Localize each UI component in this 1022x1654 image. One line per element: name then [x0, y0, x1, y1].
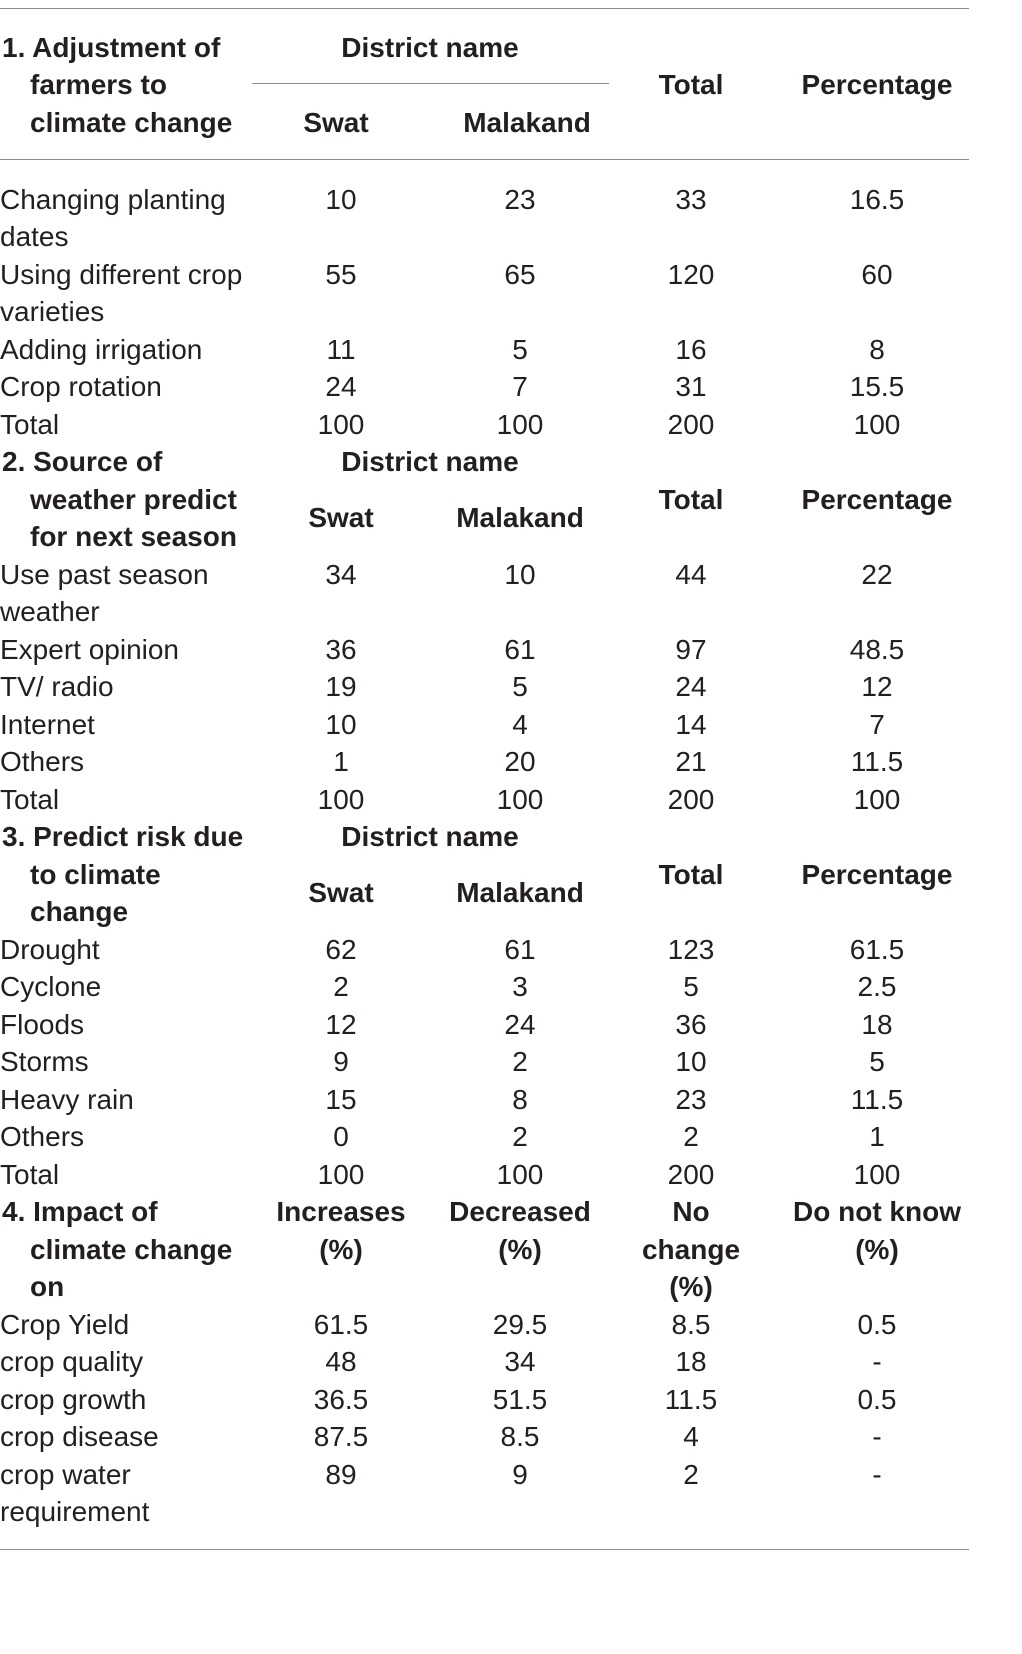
row-label: Heavy rain	[0, 1084, 134, 1115]
cell-percentage: 11.5	[850, 1084, 904, 1115]
row-label: Use past season	[0, 559, 209, 590]
cell-percentage: 100	[853, 409, 901, 440]
cell-total: 120	[667, 259, 715, 290]
cell-do-not-know: -	[872, 1346, 882, 1377]
district-underline	[252, 83, 609, 84]
cell-percentage: 5	[869, 1046, 885, 1077]
section-2-title-line: weather predict	[30, 484, 237, 515]
cell-total: 21	[675, 746, 707, 777]
cell-malakand: 20	[504, 746, 536, 777]
total-header: Total	[658, 859, 724, 890]
swat-header: Swat	[308, 877, 374, 908]
row-label: Total	[0, 1159, 60, 1190]
cell-malakand: 8	[512, 1084, 528, 1115]
cell-swat: 1	[333, 746, 349, 777]
cell-swat: 34	[325, 559, 357, 590]
increases-header: (%)	[319, 1234, 363, 1265]
row-label: varieties	[0, 296, 105, 327]
decreased-header: Decreased	[449, 1196, 591, 1227]
cell-total: 200	[667, 784, 715, 815]
cell-do-not-know: -	[872, 1459, 882, 1490]
cell-total: 36	[675, 1009, 707, 1040]
swat-header: Swat	[303, 107, 369, 138]
cell-swat: 55	[325, 259, 357, 290]
malakand-header: Malakand	[456, 877, 584, 908]
percentage-header: Percentage	[801, 484, 953, 515]
cell-swat: 100	[317, 784, 365, 815]
cell-malakand: 5	[512, 671, 528, 702]
cell-percentage: 15.5	[849, 371, 905, 402]
cell-total: 14	[675, 709, 707, 740]
row-label: Others	[0, 1121, 85, 1152]
cell-swat: 15	[325, 1084, 357, 1115]
cell-swat: 11	[326, 334, 356, 365]
total-header: Total	[658, 484, 724, 515]
cell-malakand: 5	[512, 334, 528, 365]
cell-malakand: 2	[512, 1121, 528, 1152]
row-label: crop water	[0, 1459, 131, 1490]
cell-decreased: 29.5	[492, 1309, 548, 1340]
row-label: crop growth	[0, 1384, 147, 1415]
row-label: crop quality	[0, 1346, 144, 1377]
row-label: Adding irrigation	[0, 334, 203, 365]
section-3-title-line: to climate	[30, 859, 161, 890]
cell-percentage: 11.5	[850, 746, 904, 777]
section-1-title-line: farmers to	[30, 69, 167, 100]
cell-decreased: 51.5	[492, 1384, 548, 1415]
cell-malakand: 23	[504, 184, 536, 215]
row-label: Using different crop	[0, 259, 243, 290]
cell-decreased: 9	[512, 1459, 528, 1490]
row-label: dates	[0, 221, 69, 252]
decreased-header: (%)	[498, 1234, 542, 1265]
cell-increases: 61.5	[313, 1309, 369, 1340]
row-label: Crop Yield	[0, 1309, 130, 1340]
cell-increases: 48	[325, 1346, 357, 1377]
cell-malakand: 100	[496, 1159, 544, 1190]
row-label: weather	[0, 596, 100, 627]
cell-swat: 10	[325, 184, 357, 215]
cell-percentage: 12	[861, 671, 893, 702]
total-header: Total	[658, 69, 724, 100]
section-1-title-line: 1. Adjustment of	[2, 32, 221, 63]
cell-malakand: 65	[504, 259, 536, 290]
cell-total: 23	[675, 1084, 707, 1115]
increases-header: Increases	[276, 1196, 406, 1227]
cell-percentage: 1	[869, 1121, 885, 1152]
cell-swat: 62	[325, 934, 357, 965]
no-change-header: No	[672, 1196, 710, 1227]
cell-total: 5	[683, 971, 699, 1002]
percentage-header: Percentage	[801, 859, 953, 890]
cell-do-not-know: 0.5	[857, 1384, 897, 1415]
cell-swat: 12	[325, 1009, 357, 1040]
cell-swat: 100	[317, 1159, 365, 1190]
cell-total: 123	[667, 934, 715, 965]
cell-total: 2	[683, 1121, 699, 1152]
section-4-title-line: 4. Impact of	[2, 1196, 158, 1227]
row-label: Changing planting	[0, 184, 226, 215]
swat-header: Swat	[308, 502, 374, 533]
cell-decreased: 34	[504, 1346, 536, 1377]
district-name-header: District name	[341, 446, 519, 477]
section-4-title-line: climate change	[30, 1234, 233, 1265]
cell-malakand: 4	[512, 709, 528, 740]
percentage-header: Percentage	[801, 69, 953, 100]
cell-swat: 19	[325, 671, 357, 702]
cell-total: 200	[667, 1159, 715, 1190]
row-label: Cyclone	[0, 971, 102, 1002]
cell-percentage: 61.5	[849, 934, 905, 965]
cell-total: 10	[675, 1046, 707, 1077]
section-3-title-line: change	[30, 896, 129, 927]
section-3-title-line: 3. Predict risk due	[2, 821, 244, 852]
cell-malakand: 3	[512, 971, 528, 1002]
row-label: crop disease	[0, 1421, 159, 1452]
cell-swat: 0	[333, 1121, 349, 1152]
cell-swat: 100	[317, 409, 365, 440]
cell-malakand: 7	[512, 371, 528, 402]
do-not-know-header: (%)	[855, 1234, 899, 1265]
malakand-header: Malakand	[463, 107, 591, 138]
cell-swat: 9	[333, 1046, 349, 1077]
cell-swat: 10	[325, 709, 357, 740]
cell-total: 16	[675, 334, 707, 365]
cell-percentage: 100	[853, 1159, 901, 1190]
do-not-know-header: Do not know	[793, 1196, 961, 1227]
cell-decreased: 8.5	[500, 1421, 540, 1452]
cell-total: 31	[675, 371, 707, 402]
top-rule	[0, 8, 969, 9]
cell-malakand: 100	[496, 409, 544, 440]
cell-do-not-know: -	[872, 1421, 882, 1452]
row-label: Total	[0, 409, 60, 440]
cell-total: 97	[675, 634, 707, 665]
section-4-title-line: on	[30, 1271, 65, 1302]
row-label: Others	[0, 746, 85, 777]
row-label: Internet	[0, 709, 95, 740]
no-change-header: change	[641, 1234, 741, 1265]
cell-no-change: 4	[683, 1421, 699, 1452]
cell-malakand: 10	[504, 559, 536, 590]
cell-malakand: 24	[504, 1009, 536, 1040]
cell-no-change: 8.5	[671, 1309, 711, 1340]
row-label: Crop rotation	[0, 371, 162, 402]
cell-malakand: 61	[504, 634, 536, 665]
cell-percentage: 7	[869, 709, 885, 740]
row-label: Expert opinion	[0, 634, 180, 665]
cell-total: 200	[667, 409, 715, 440]
cell-percentage: 100	[853, 784, 901, 815]
cell-malakand: 2	[512, 1046, 528, 1077]
cell-swat: 24	[325, 371, 357, 402]
row-label: Drought	[0, 934, 100, 965]
row-label: Storms	[0, 1046, 89, 1077]
cell-total: 44	[675, 559, 707, 590]
cell-swat: 36	[325, 634, 357, 665]
cell-increases: 89	[325, 1459, 357, 1490]
bottom-rule	[0, 1549, 969, 1550]
cell-no-change: 2	[683, 1459, 699, 1490]
row-label: requirement	[0, 1496, 150, 1527]
cell-percentage: 18	[861, 1009, 893, 1040]
cell-percentage: 16.5	[849, 184, 905, 215]
cell-percentage: 8	[869, 334, 885, 365]
district-name-header: District name	[341, 821, 519, 852]
cell-do-not-know: 0.5	[857, 1309, 897, 1340]
section-2-title-line: 2. Source of	[2, 446, 163, 477]
cell-percentage: 22	[861, 559, 893, 590]
cell-percentage: 60	[861, 259, 893, 290]
cell-percentage: 48.5	[849, 634, 905, 665]
cell-swat: 2	[333, 971, 349, 1002]
row-label: TV/ radio	[0, 671, 114, 702]
cell-malakand: 100	[496, 784, 544, 815]
row-label: Total	[0, 784, 60, 815]
cell-no-change: 18	[675, 1346, 707, 1377]
cell-percentage: 2.5	[857, 971, 897, 1002]
no-change-header: (%)	[669, 1271, 713, 1302]
cell-total: 33	[675, 184, 707, 215]
district-name-header: District name	[341, 32, 519, 63]
header-rule	[0, 159, 969, 160]
cell-total: 24	[675, 671, 707, 702]
cell-malakand: 61	[504, 934, 536, 965]
malakand-header: Malakand	[456, 502, 584, 533]
cell-no-change: 11.5	[664, 1384, 718, 1415]
section-2-title-line: for next season	[30, 521, 237, 552]
cell-increases: 36.5	[313, 1384, 369, 1415]
row-label: Floods	[0, 1009, 85, 1040]
cell-increases: 87.5	[313, 1421, 369, 1452]
section-1-title-line: climate change	[30, 107, 233, 138]
